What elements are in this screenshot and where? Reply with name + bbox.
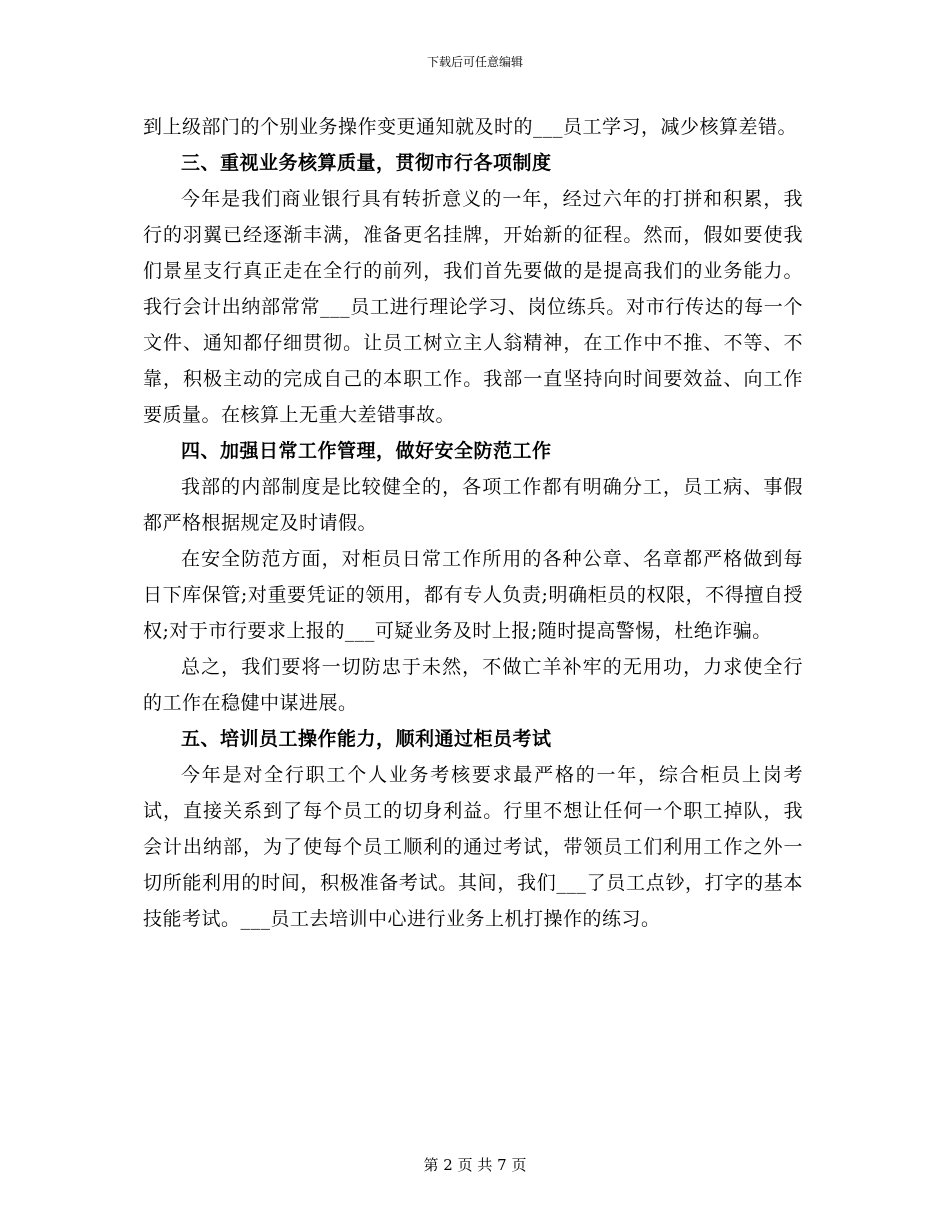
page-footer: 第 2 页 共 7 页 [423, 1156, 527, 1174]
paragraph: 我部的内部制度是比较健全的，各项工作都有明确分工，员工病、事假都严格根据规定及时请假。 [143, 476, 803, 534]
paragraph-continued: 到上级部门的个别业务操作变更通知就及时的___员工学习，减少核算差错。 [143, 116, 798, 138]
paragraph: 总之，我们要将一切防忠于未然，不做亡羊补牢的无用功，力求使全行的工作在稳健中谋进展。 [143, 656, 803, 714]
paragraph: 今年是我们商业银行具有转折意义的一年，经过六年的打拼和积累，我行的羽翼已经逐渐丰满，准备更名挂牌，开始新的征程。然而，假如要使我们景星支行真正走在全行的前列，我们首先要做的是提高我们的业务能力。我行会计出纳部常常___员工进行理论学习、岗位练兵。对市行传达的每一个文件、通知都仔细贯彻。让员工树立主人翁精神，在工作中不推、不等、不靠，积极主动的完成自己的本职工作。我部一直坚持向时间要效益、向工作要质量。在核算上无重大差错事故。 [143, 188, 803, 426]
section-heading-5: 五、培训员工操作能力，顺利通过柜员考试 [181, 728, 552, 750]
page-header: 下载后可任意编辑 [426, 55, 523, 69]
paragraph: 在安全防范方面，对柜员日常工作所用的各种公章、名章都严格做到每日下库保管;对重要凭证的领用，都有专人负责;明确柜员的权限，不得擅自授权;对于市行要求上报的___可疑业务及时上报;随时提高警惕，杜绝诈骗。 [143, 548, 803, 642]
paragraph: 今年是对全行职工个人业务考核要求最严格的一年，综合柜员上岗考试，直接关系到了每个员工的切身利益。行里不想让任何一个职工掉队，我会计出纳部，为了使每个员工顺利的通过考试，带领员工们利用工作之外一切所能利用的时间，积极准备考试。其间，我们___了员工点钞，打字的基本技能考试。___员工去培训中心进行业务上机打操作的练习。 [143, 764, 803, 930]
document-body [143, 109, 803, 937]
section-heading-4: 四、加强日常工作管理，做好安全防范工作 [181, 440, 552, 462]
section-heading-3: 三、重视业务核算质量，贯彻市行各项制度 [181, 152, 552, 174]
